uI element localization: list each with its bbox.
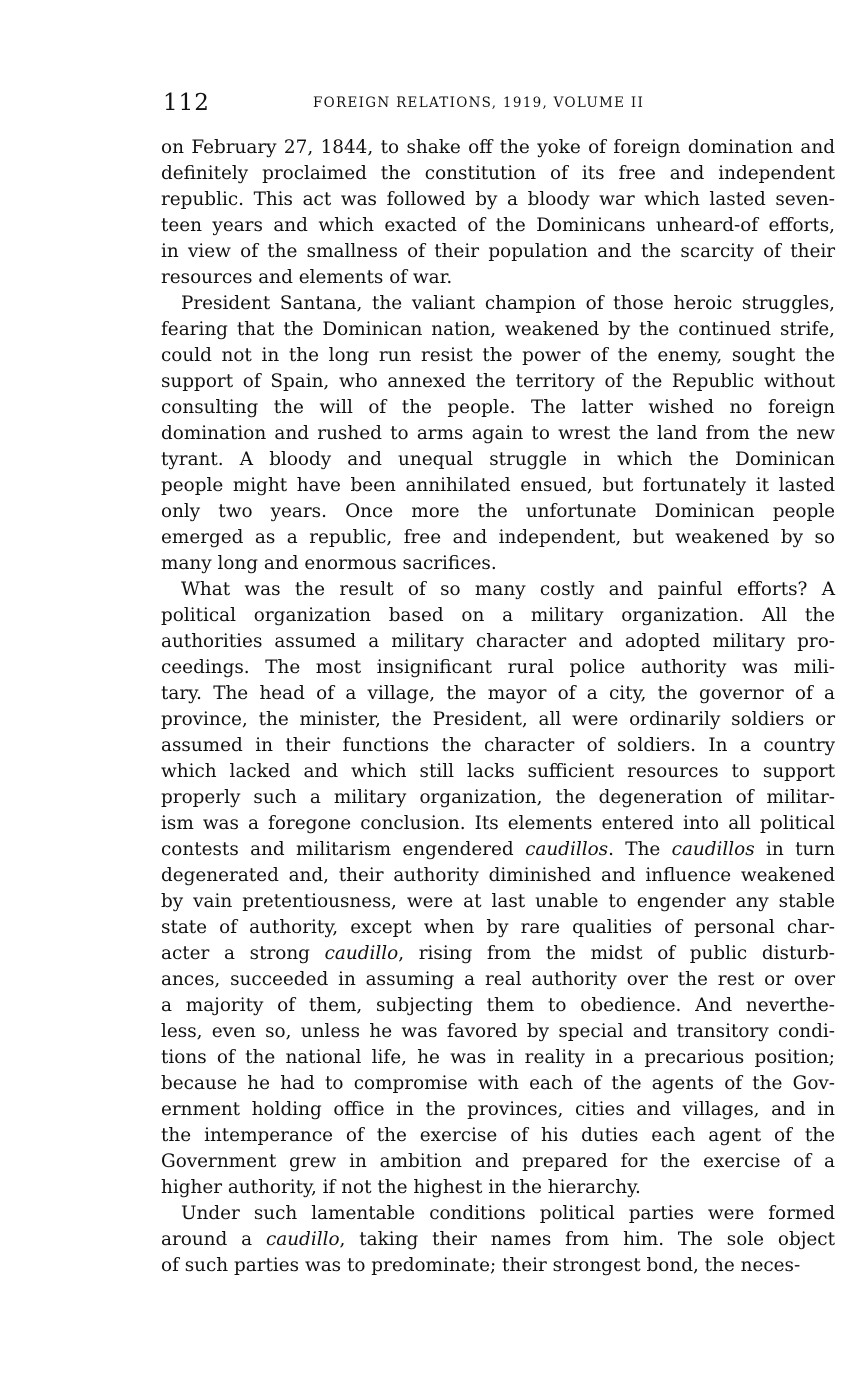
text-line: could not in the long run resist the power of the enemy, sought the	[161, 345, 835, 366]
italic-term: caudillo	[324, 943, 399, 964]
text-line: properly such a military organization, the degeneration of militar-	[161, 787, 835, 808]
text-line: domination and rushed to arms again to wrest the land from the new	[161, 423, 835, 444]
text-line: state of authority, except when by rare qualities of personal char-	[161, 917, 835, 938]
text-run: contests and militarism engendered	[161, 839, 526, 860]
page-number: 112	[163, 90, 210, 116]
text-line: ceedings. The most insignificant rural police authority was mili-	[161, 657, 835, 678]
text-line: political organization based on a military organization. All the	[161, 605, 835, 626]
text-line: the intemperance of the exercise of his duties each agent of the	[161, 1125, 835, 1146]
text-run: , rising from the midst of public disturb-	[398, 943, 835, 964]
text-line: consulting the will of the people. The latter wished no foreign	[161, 397, 835, 418]
italic-term: caudillos	[671, 839, 755, 860]
text-line: only two years. Once more the unfortunate Dominican people	[161, 501, 835, 522]
text-line: tyrant. A bloody and unequal struggle in which the Dominican	[161, 449, 835, 470]
text-line: fearing that the Dominican nation, weakened by the continued strife,	[161, 319, 835, 340]
text-line: on February 27, 1844, to shake off the yoke of foreign domination and	[161, 137, 835, 158]
text-run: . The	[608, 839, 672, 860]
text-line: definitely proclaimed the constitution of its free and independent	[161, 163, 835, 184]
text-line: tions of the national life, he was in reality in a precarious position;	[161, 1047, 835, 1068]
text-line: a majority of them, subjecting them to obedience. And neverthe-	[161, 995, 835, 1016]
text-line: ism was a foregone conclusion. Its elements entered into all political	[161, 813, 835, 834]
text-line: by vain pretentiousness, were at last unable to engender any stable	[161, 891, 835, 912]
text-line: province, the minister, the President, all were ordinarily soldiers or	[161, 709, 835, 730]
text-line: higher authority, if not the highest in the hierarchy.	[161, 1177, 641, 1198]
text-line: authorities assumed a military character and adopted military pro-	[161, 631, 835, 652]
text-run: acter a strong	[161, 943, 325, 964]
text-run: in turn	[754, 839, 835, 860]
text-line: ances, succeeded in assuming a real authority over the rest or over	[161, 969, 835, 990]
text-line: What was the result of so many costly and painful efforts? A	[181, 579, 835, 600]
text-line: less, even so, unless he was favored by special and transitory condi-	[161, 1021, 835, 1042]
italic-term: caudillo	[265, 1229, 340, 1250]
paragraph	[161, 1201, 835, 1279]
text-line: degenerated and, their authority diminished and influence weakened	[161, 865, 835, 886]
text-line: Government grew in ambition and prepared for the exercise of a	[161, 1151, 835, 1172]
paragraph	[161, 291, 835, 577]
text-run: , taking their names from him. The sole object	[339, 1229, 835, 1250]
body-text	[161, 135, 835, 1279]
text-line: support of Spain, who annexed the territory of the Republic without	[161, 371, 835, 392]
text-line: resources and elements of war.	[161, 267, 453, 288]
text-line: tary. The head of a village, the mayor of a city, the governor of a	[161, 683, 835, 704]
running-head	[163, 86, 835, 120]
text-line: people might have been annihilated ensued, but fortunately it lasted	[161, 475, 835, 496]
text-line	[161, 1227, 835, 1253]
text-line	[161, 837, 835, 863]
italic-term: caudillos	[525, 839, 609, 860]
text-line: in view of the smallness of their population and the scarcity of their	[161, 241, 835, 262]
text-line: teen years and which exacted of the Dominicans unheard-of efforts,	[161, 215, 835, 236]
text-line: republic. This act was followed by a bloody war which lasted seven-	[161, 189, 835, 210]
text-line: because he had to compromise with each of the agents of the Gov-	[161, 1073, 835, 1094]
text-line: emerged as a republic, free and independent, but weakened by so	[161, 527, 835, 548]
text-line: ernment holding office in the provinces, cities and villages, and in	[161, 1099, 835, 1120]
text-line: which lacked and which still lacks sufficient resources to support	[161, 761, 835, 782]
text-line: Under such lamentable conditions political parties were formed	[181, 1203, 835, 1224]
paragraph	[161, 577, 835, 1201]
text-line: assumed in their functions the character of soldiers. In a country	[161, 735, 835, 756]
running-title: FOREIGN RELATIONS, 1919, VOLUME II	[313, 95, 645, 111]
paragraph	[161, 135, 835, 291]
text-run: around a	[161, 1229, 266, 1250]
text-line	[161, 941, 835, 967]
text-line: many long and enormous sacrifices.	[161, 553, 497, 574]
text-line: of such parties was to predominate; their strongest bond, the neces-	[161, 1255, 801, 1276]
text-line: President Santana, the valiant champion of those heroic struggles,	[181, 293, 835, 314]
